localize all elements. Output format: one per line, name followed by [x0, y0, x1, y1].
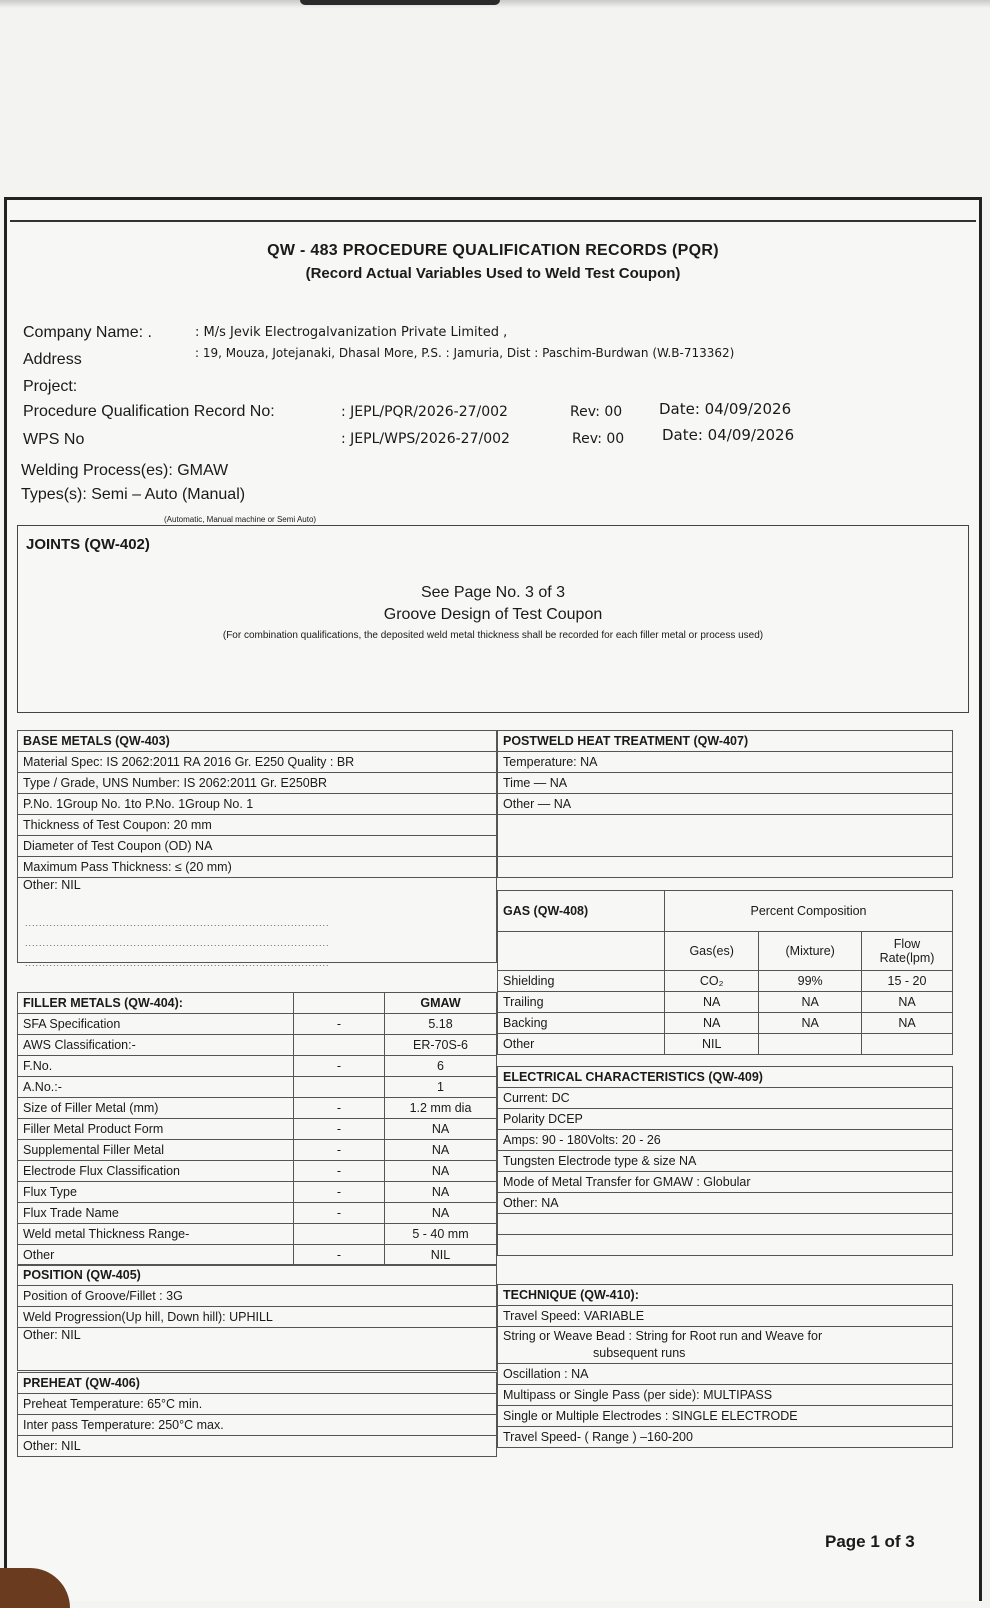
address-value: : 19, Mouza, Jotejanaki, Dhasal More, P.S. : Jamuria, Dist : Paschim-Burdwan (W.B-713362) — [195, 346, 735, 360]
filler-row-label: SFA Specification — [18, 1014, 294, 1035]
filler-dash: - — [294, 1203, 385, 1224]
wps-label: WPS No — [23, 431, 85, 448]
company-label: Company Name: . — [23, 324, 152, 341]
gas-cell: NA — [665, 1013, 759, 1034]
top-divider — [10, 220, 976, 222]
filler-value: NA — [385, 1203, 497, 1224]
pwht-row: Other — NA — [498, 794, 953, 815]
filler-dash: - — [294, 1161, 385, 1182]
pwht-row: Time — NA — [498, 773, 953, 794]
gas-row-label: Shielding — [498, 971, 665, 992]
base-metal-row: Maximum Pass Thickness: ≤ (20 mm) — [18, 857, 497, 878]
gas-col: Flow Rate(lpm) — [862, 932, 953, 971]
filler-dash — [294, 1077, 385, 1098]
technique-table — [497, 1284, 953, 1448]
filler-dash — [294, 1224, 385, 1245]
gas-cell — [759, 1034, 862, 1055]
electrical-row: Tungsten Electrode type & size NA — [498, 1151, 953, 1172]
pqr-rev: Rev: 00 — [570, 404, 623, 420]
pqr-sheet — [4, 197, 982, 1601]
dotted-line: ....................................................................................... — [25, 938, 330, 948]
technique-title: TECHNIQUE (QW-410): — [498, 1285, 953, 1306]
dark-object-top — [300, 0, 500, 5]
electrical-row: Amps: 90 - 180Volts: 20 - 26 — [498, 1130, 953, 1151]
filler-dash: - — [294, 1056, 385, 1077]
gas-cell — [862, 1034, 953, 1055]
gas-cell: NA — [862, 1013, 953, 1034]
filler-title: FILLER METALS (QW-404): — [18, 993, 294, 1014]
technique-row: Travel Speed- ( Range ) –160-200 — [498, 1427, 953, 1448]
gas-cell: NA — [759, 992, 862, 1013]
preheat-row: Inter pass Temperature: 250°C max. — [18, 1415, 497, 1436]
joints-title: JOINTS (QW-402) — [26, 536, 150, 553]
gas-cell: NIL — [665, 1034, 759, 1055]
gas-cell: 15 - 20 — [862, 971, 953, 992]
filler-value: 1.2 mm dia — [385, 1098, 497, 1119]
filler-metals-table — [17, 992, 497, 1266]
gas-cell: CO₂ — [665, 971, 759, 992]
type-note: (Automatic, Manual machine or Semi Auto) — [164, 515, 317, 524]
filler-dash: - — [294, 1119, 385, 1140]
preheat-row: Preheat Temperature: 65°C min. — [18, 1394, 497, 1415]
pqr-date: Date: 04/09/2026 — [659, 400, 792, 418]
filler-dash: - — [294, 1245, 385, 1266]
welding-type: Types(s): Semi – Auto (Manual) — [21, 486, 246, 503]
base-metal-row: Thickness of Test Coupon: 20 mm — [18, 815, 497, 836]
base-metal-row: Material Spec: IS 2062:2011 RA 2016 Gr. E250 Quality : BR — [18, 752, 497, 773]
filler-value: NIL — [385, 1245, 497, 1266]
filler-dash: - — [294, 1140, 385, 1161]
preheat-row: Other: NIL — [18, 1436, 497, 1457]
position-table — [17, 1264, 497, 1371]
dotted-line: ....................................................................................... — [25, 918, 330, 928]
base-metals-title: BASE METALS (QW-403) — [18, 731, 497, 752]
base-metal-row: Type / Grade, UNS Number: IS 2062:2011 Gr. E250BR — [18, 773, 497, 794]
wps-value: : JEPL/WPS/2026-27/002 — [341, 431, 510, 447]
joints-section — [17, 525, 969, 713]
technique-row — [498, 1327, 953, 1364]
document-title: QW - 483 PROCEDURE QUALIFICATION RECORDS (PQR) — [267, 242, 719, 259]
address-label: Address — [23, 351, 82, 368]
gas-cell: 99% — [759, 971, 862, 992]
electrical-title: ELECTRICAL CHARACTERISTICS (QW-409) — [498, 1067, 953, 1088]
gas-cell: NA — [665, 992, 759, 1013]
filler-dash: - — [294, 1014, 385, 1035]
joints-line1: See Page No. 3 of 3 — [420, 584, 566, 601]
filler-row-label: F.No. — [18, 1056, 294, 1077]
gas-cell: NA — [759, 1013, 862, 1034]
filler-row-label: AWS Classification:- — [18, 1035, 294, 1056]
preheat-table — [17, 1372, 497, 1457]
electrical-row: Current: DC — [498, 1088, 953, 1109]
filler-row-label: Other — [18, 1245, 294, 1266]
pqr-label: Procedure Qualification Record No: — [23, 403, 275, 420]
filler-dash: - — [294, 1182, 385, 1203]
filler-value: 1 — [385, 1077, 497, 1098]
gas-col: (Mixture) — [759, 932, 862, 971]
base-metal-row: Other: NIL — [18, 878, 497, 963]
wps-date: Date: 04/09/2026 — [662, 426, 795, 444]
filler-value: ER-70S-6 — [385, 1035, 497, 1056]
filler-value: 6 — [385, 1056, 497, 1077]
gas-row-label: Other — [498, 1034, 665, 1055]
filler-col: GMAW — [385, 993, 497, 1014]
gas-pc-header: Percent Composition — [665, 891, 953, 932]
gas-col: Gas(es) — [665, 932, 759, 971]
position-row: Weld Progression(Up hill, Down hill): UPHILL — [18, 1307, 497, 1328]
filler-value: NA — [385, 1161, 497, 1182]
filler-value: NA — [385, 1119, 497, 1140]
filler-value: NA — [385, 1140, 497, 1161]
dotted-line: ....................................................................................... — [25, 958, 330, 968]
electrical-row: Other: NA — [498, 1193, 953, 1214]
technique-text: String or Weave Bead : String for Root run and Weave for — [503, 1329, 823, 1343]
filler-row-label: Flux Type — [18, 1182, 294, 1203]
technique-row: Travel Speed: VARIABLE — [498, 1306, 953, 1327]
page-number: Page 1 of 3 — [825, 1532, 915, 1551]
position-row: Position of Groove/Fillet : 3G — [18, 1286, 497, 1307]
technique-row: Single or Multiple Electrodes : SINGLE ELECTRODE — [498, 1406, 953, 1427]
filler-row-label: Supplemental Filler Metal — [18, 1140, 294, 1161]
filler-value: 5 - 40 mm — [385, 1224, 497, 1245]
pwht-row: Temperature: NA — [498, 752, 953, 773]
base-metal-row: Diameter of Test Coupon (OD) NA — [18, 836, 497, 857]
technique-row: Oscillation : NA — [498, 1364, 953, 1385]
filler-row-label: Filler Metal Product Form — [18, 1119, 294, 1140]
position-title: POSITION (QW-405) — [18, 1265, 497, 1286]
gas-title: GAS (QW-408) — [498, 891, 665, 932]
joints-line2: Groove Design of Test Coupon — [383, 606, 603, 623]
document-subtitle: (Record Actual Variables Used to Weld Test Coupon) — [305, 265, 681, 282]
preheat-title: PREHEAT (QW-406) — [18, 1373, 497, 1394]
base-metal-row: P.No. 1Group No. 1to P.No. 1Group No. 1 — [18, 794, 497, 815]
filler-row-label: A.No.:- — [18, 1077, 294, 1098]
gas-row-label: Trailing — [498, 992, 665, 1013]
electrical-row: Mode of Metal Transfer for GMAW : Globular — [498, 1172, 953, 1193]
filler-row-label: Size of Filler Metal (mm) — [18, 1098, 294, 1119]
wps-rev: Rev: 00 — [572, 431, 625, 447]
filler-value: NA — [385, 1182, 497, 1203]
company-value: : M/s Jevik Electrogalvanization Private Limited , — [195, 325, 508, 340]
filler-value: 5.18 — [385, 1014, 497, 1035]
position-row: Other: NIL — [18, 1328, 497, 1371]
filler-dash — [294, 1035, 385, 1056]
electrical-row: Polarity DCEP — [498, 1109, 953, 1130]
pwht-title: POSTWELD HEAT TREATMENT (QW-407) — [498, 731, 953, 752]
filler-row-label: Flux Trade Name — [18, 1203, 294, 1224]
gas-table — [497, 890, 953, 1055]
filler-dash: - — [294, 1098, 385, 1119]
project-label: Project: — [23, 378, 78, 395]
welding-process: Welding Process(es): GMAW — [21, 462, 229, 479]
technique-text: subsequent runs — [593, 1346, 686, 1360]
filler-row-label: Weld metal Thickness Range- — [18, 1224, 294, 1245]
joints-note: (For combination qualifications, the deposited weld metal thickness shall be recorded for each filler metal or process used) — [222, 630, 764, 641]
pqr-value: : JEPL/PQR/2026-27/002 — [341, 404, 508, 420]
pwht-table — [497, 730, 953, 878]
technique-row: Multipass or Single Pass (per side): MULTIPASS — [498, 1385, 953, 1406]
electrical-table — [497, 1066, 953, 1256]
gas-row-label: Backing — [498, 1013, 665, 1034]
filler-row-label: Electrode Flux Classification — [18, 1161, 294, 1182]
base-metals-table — [17, 730, 497, 963]
gas-cell: NA — [862, 992, 953, 1013]
